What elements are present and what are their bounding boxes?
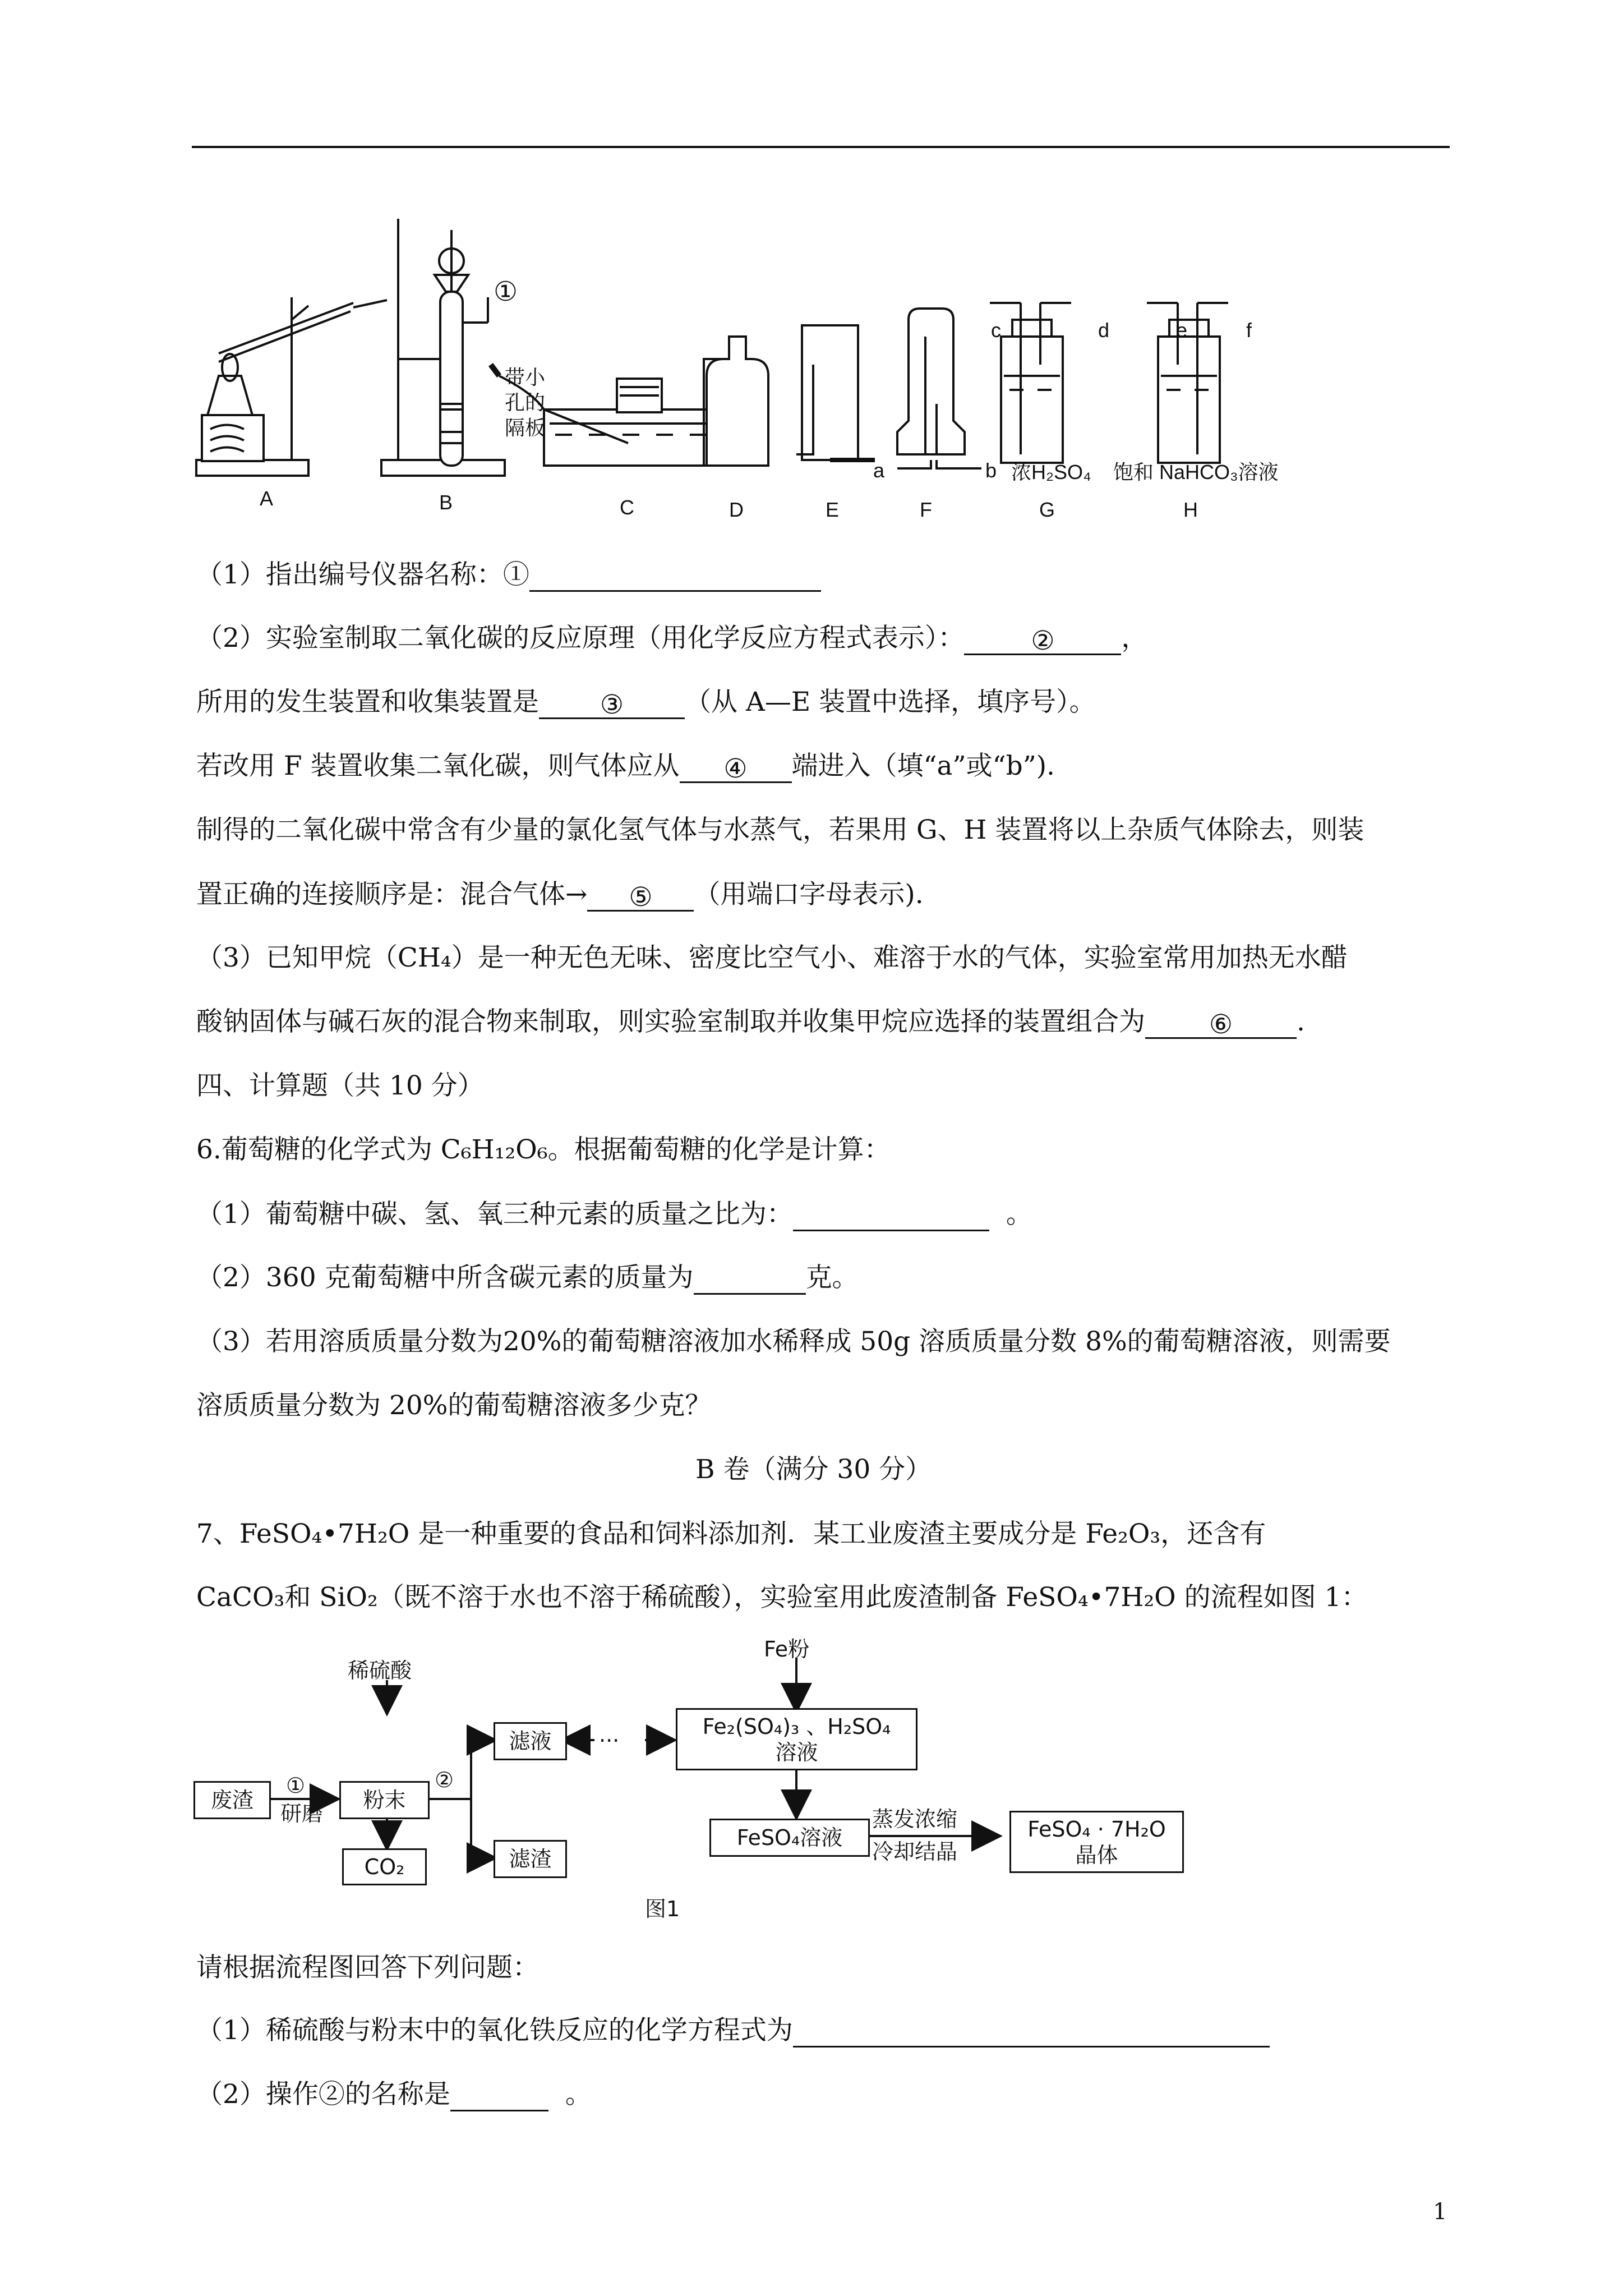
section-b-title: B 卷（满分 30 分） — [695, 1454, 932, 1485]
apparatus-f — [897, 309, 981, 468]
flow-feso4-solution-box: FeSO₄溶液 — [709, 1819, 870, 1857]
q7-part2: （2）操作②的名称是 。 — [196, 2078, 592, 2111]
flow-residue-box: 滤渣 — [494, 1840, 567, 1878]
answer-blank-2[interactable]: ② — [964, 624, 1121, 655]
q7-part1: （1）稀硫酸与粉末中的氧化铁反应的化学方程式为 — [196, 2014, 1270, 2047]
port-b: b — [985, 459, 997, 482]
port-f: f — [1246, 319, 1252, 342]
q5-part2e: 置正确的连接顺序是：混合气体→ ⑤ （用端口字母表示). — [196, 879, 924, 913]
answer-blank-6[interactable]: ⑥ — [1145, 1008, 1297, 1039]
q5-part3a: （3）已知甲烷（CH₄）是一种无色无味、密度比空气小、难溶于水的气体，实验室常用加热无水醋 — [196, 942, 1348, 973]
answer-blank-4[interactable]: ④ — [680, 752, 792, 783]
b-note-3: 隔板 — [505, 416, 546, 439]
q7-stem-2: CaCO₃和 SiO₂（既不溶于水也不溶于稀硫酸），实验室用此废渣制备 FeSO₄•7H₂O 的流程如图 1： — [196, 1582, 1368, 1613]
port-a: a — [873, 459, 885, 482]
flow-powder-box: 粉末 — [339, 1781, 430, 1819]
flow-solution-box: Fe₂(SO₄)₃ 、H₂SO₄ 溶液 — [676, 1708, 917, 1770]
q6-part3b: 溶质质量分数为 20%的葡萄糖溶液多少克？ — [196, 1390, 712, 1421]
header-rule — [192, 146, 1450, 148]
label-d: D — [729, 498, 744, 521]
answer-blank-q6-1[interactable] — [793, 1200, 989, 1231]
q5-part1: （1）指出编号仪器名称：① — [196, 558, 821, 592]
flow-filtrate-box: 滤液 — [494, 1722, 567, 1760]
section4-title: 四、计算题（共 10 分） — [196, 1070, 484, 1101]
flow-caption: 图1 — [645, 1897, 680, 1921]
q5-part3b: 酸钠固体与碱石灰的混合物来制取，则实验室制取并收集甲烷应选择的装置组合为 ⑥ . — [196, 1006, 1305, 1040]
b-note-2: 孔的 — [505, 391, 546, 414]
label-a: A — [260, 487, 274, 510]
answer-blank-q6-2[interactable] — [694, 1264, 806, 1295]
apparatus-b — [381, 219, 505, 476]
q6-part2: （2）360 克葡萄糖中所含碳元素的质量为 克。 — [196, 1261, 859, 1295]
q7-ask: 请根据流程图回答下列问题： — [196, 1952, 539, 1983]
apparatus-h — [1147, 303, 1228, 463]
answer-blank-q7-2[interactable] — [450, 2081, 548, 2111]
apparatus-a — [196, 297, 387, 476]
flow-step1-num: ① — [286, 1773, 306, 1798]
q6-part1: （1）葡萄糖中碳、氢、氧三种元素的质量之比为： 。 — [196, 1198, 1032, 1231]
apparatus-d — [704, 337, 768, 466]
q5-part2b: 所用的发生装置和收集装置是 ③ （从 A—E 装置中选择，填序号）。 — [196, 687, 1096, 720]
flow-crystal-box: FeSO₄ · 7H₂O 晶体 — [1009, 1811, 1184, 1873]
h-reagent-label: 饱和 NaHCO₃溶液 — [1113, 461, 1279, 484]
label-c: C — [620, 496, 634, 519]
label-h: H — [1183, 498, 1198, 521]
port-c: c — [991, 319, 1001, 342]
label-g: G — [1039, 498, 1055, 521]
page-number: 1 — [1433, 2199, 1447, 2225]
flow-co2-box: CO₂ — [342, 1848, 427, 1885]
q6-stem: 6.葡萄糖的化学式为 C₆H₁₂O₆。根据葡萄糖的化学是计算： — [196, 1134, 891, 1165]
answer-blank-q7-1[interactable] — [793, 2017, 1270, 2047]
q5-part2: （2）实验室制取二氧化碳的反应原理（用化学反应方程式表示）： ② ， — [196, 623, 1148, 656]
circle-marker-1: ① — [494, 276, 518, 307]
flow-evap-2: 冷却结晶 — [872, 1839, 958, 1864]
flow-waste-box: 废渣 — [193, 1781, 271, 1819]
label-f: F — [920, 498, 932, 521]
answer-blank-1[interactable] — [529, 561, 821, 592]
label-e: E — [826, 498, 840, 521]
flow-step2-num: ② — [435, 1768, 454, 1792]
flow-fe-powder: Fe粉 — [764, 1637, 810, 1662]
apparatus-g — [990, 303, 1071, 463]
flow-evap-1: 蒸发浓缩 — [872, 1807, 958, 1832]
flow-dilute-acid: 稀硫酸 — [348, 1658, 412, 1683]
apparatus-e — [796, 325, 875, 460]
q5-part2d: 制得的二氧化碳中常含有少量的氯化氢气体与水蒸气，若果用 G、H 装置将以上杂质气体除去，则装 — [196, 815, 1364, 845]
b-note-1: 带小 — [505, 366, 546, 389]
q6-part3a: （3）若用溶质质量分数为20%的葡萄糖溶液加水稀释成 50g 溶质质量分数 8%的葡萄糖溶液，则需要 — [196, 1326, 1391, 1357]
q5-part2c: 若改用 F 装置收集二氧化碳，则气体应从 ④ 端进入（填“a”或“b”). — [196, 751, 1055, 784]
flow-dots: ··· — [599, 1728, 620, 1753]
g-reagent-label: 浓H₂SO₄ — [1011, 461, 1091, 484]
label-b: B — [439, 491, 453, 514]
flow-step1-name: 研磨 — [280, 1801, 324, 1826]
port-e: e — [1176, 319, 1188, 342]
answer-blank-5[interactable]: ⑤ — [587, 881, 694, 912]
q7-stem-1: 7、FeSO₄•7H₂O 是一种重要的食品和饲料添加剂．某工业废渣主要成分是 Fe₂O₃，还含有 — [196, 1519, 1266, 1549]
port-d: d — [1098, 319, 1110, 342]
answer-blank-3[interactable]: ③ — [539, 688, 685, 719]
